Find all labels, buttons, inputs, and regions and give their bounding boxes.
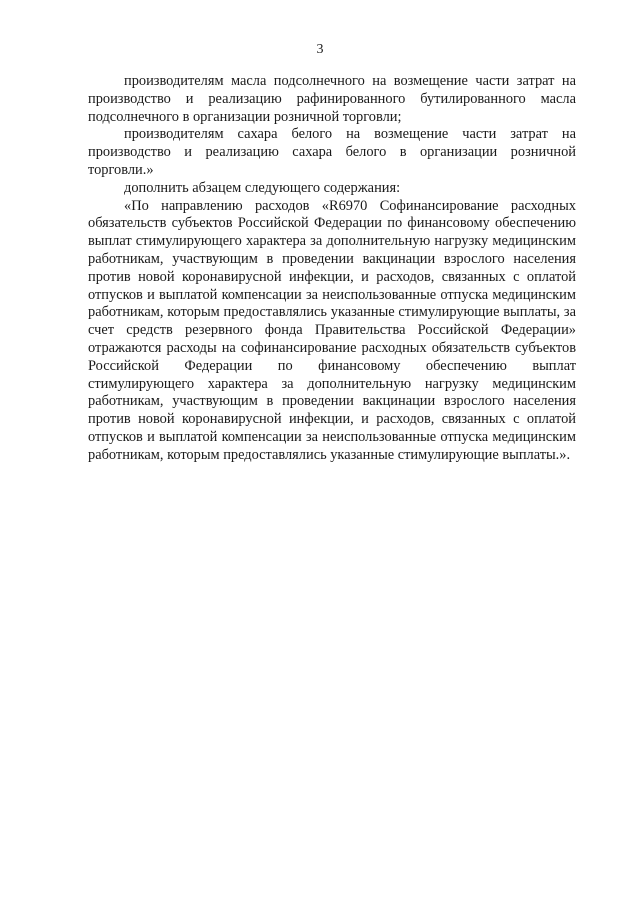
document-body: [88, 73, 576, 465]
paragraph-sunflower-oil: производителям масла подсолнечного на возмещение части затрат на производство и реализацию рафинированного бутилированного масла подсолнечного в организации розничной торговли;: [88, 73, 576, 125]
page-number: 3: [316, 42, 324, 57]
paragraph-amendment-intro: дополнить абзацем следующего содержания:: [124, 179, 401, 196]
paragraph-white-sugar: производителям сахара белого на возмещение части затрат на производство и реализацию сахара белого в организации розничной торговли.»: [88, 126, 576, 178]
paragraph-r6970-expenses: «По направлению расходов «R6970 Софинансирование расходных обязательств субъектов Российской Федерации по финансовому обеспечению выплат стимулирующего характера за дополнительную нагрузку медицинским работникам, участвующим в проведении вакцинации взрослого населения против новой коронавирусной инфекции, и расходов, связанных с оплатой отпусков и выплатой компенсации за неиспользованные отпуска медицинским работникам, которым предоставлялись указанные стимулирующие выплаты, за счет средств резервного фонда Правительства Российской Федерации» отражаются расходы на софинансирование расходных обязательств субъектов Российской Федерации по финансовому обеспечению выплат стимулирующего характера за дополнительную нагрузку медицинским работникам, участвующим в проведении вакцинации взрослого населения против новой коронавирусной инфекции, и расходов, связанных с оплатой отпусков и выплатой компенсации за неиспользованные отпуска медицинским работникам, которым предоставлялись указанные стимулирующие выплаты.».: [88, 197, 576, 463]
